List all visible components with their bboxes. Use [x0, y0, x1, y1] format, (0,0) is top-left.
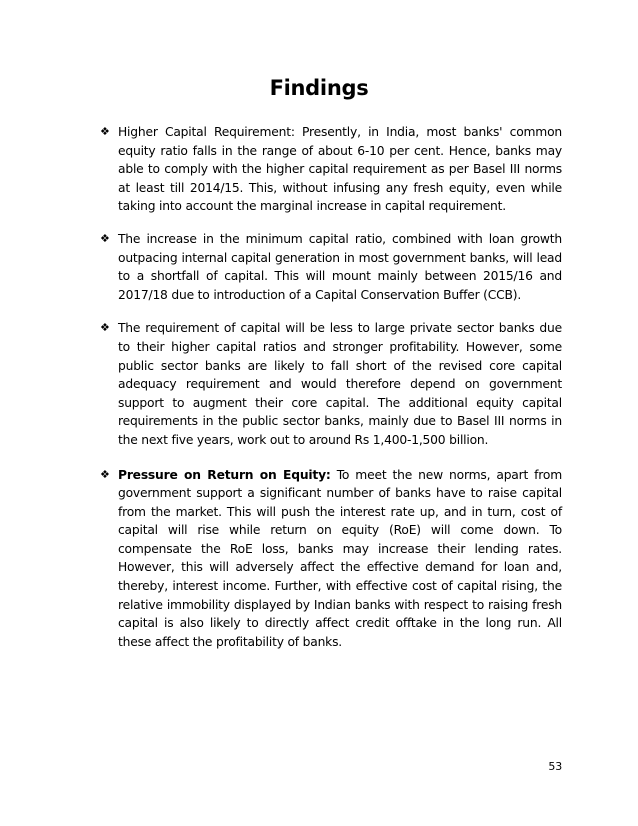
findings-list — [100, 123, 562, 665]
diamond-bullet-icon: ❖ — [100, 321, 110, 335]
finding-text: The requirement of capital will be less to large private sector banks due to their higher capital ratios and stronger profitability. However, some public sector banks are likely to fall short of the revised core capital adequacy requirement and would therefore depend on government support to augment their core capital. The additional equity capital requirements in the public sector banks, mainly due to Basel III norms in the next five years, work out to around Rs 1,400-1,500 billion. — [118, 321, 562, 447]
finding-text: Higher Capital Requirement: Presently, in India, most banks' common equity ratio falls in the range of about 6-10 per cent. Hence, banks may able to comply with the higher capital requirement as per Basel III norms at least till 2014/15. This, without infusing any fresh equity, even while taking into account the marginal increase in capital requirement. — [118, 125, 562, 214]
diamond-bullet-icon: ❖ — [100, 231, 110, 245]
finding-text: The increase in the minimum capital ratio, combined with loan growth outpacing internal capital generation in most government banks, will lead to a shortfall of capital. This will mount mainly between 2015/16 and 2017/18 due to introduction of a Capital Conservation Buffer (CCB). — [118, 231, 562, 302]
page-title: Findings — [269, 76, 369, 100]
finding-item — [100, 230, 562, 304]
finding-text: To meet the new norms, apart from government support a significant number of banks have to raise capital from the market. This will push the interest rate up, and in turn, cost of capital will rise while return on equity (RoE) will come down. To compensate the RoE loss, banks may increase their lending rates. However, this will adversely affect the effective demand for loan and, thereby, interest income. Further, with effective cost of capital rising, the relative immobility displayed by Indian banks with respect to raising fresh capital is also likely to directly affect credit offtake in the long run. All these affect the profitability of banks. — [118, 467, 562, 649]
finding-lead: Pressure on Return on Equity: — [118, 467, 331, 482]
finding-item — [100, 319, 562, 449]
diamond-bullet-icon: ❖ — [100, 467, 110, 481]
finding-item — [100, 123, 562, 216]
page-number: 53 — [548, 760, 562, 773]
diamond-bullet-icon: ❖ — [100, 125, 110, 138]
finding-item — [100, 466, 562, 652]
